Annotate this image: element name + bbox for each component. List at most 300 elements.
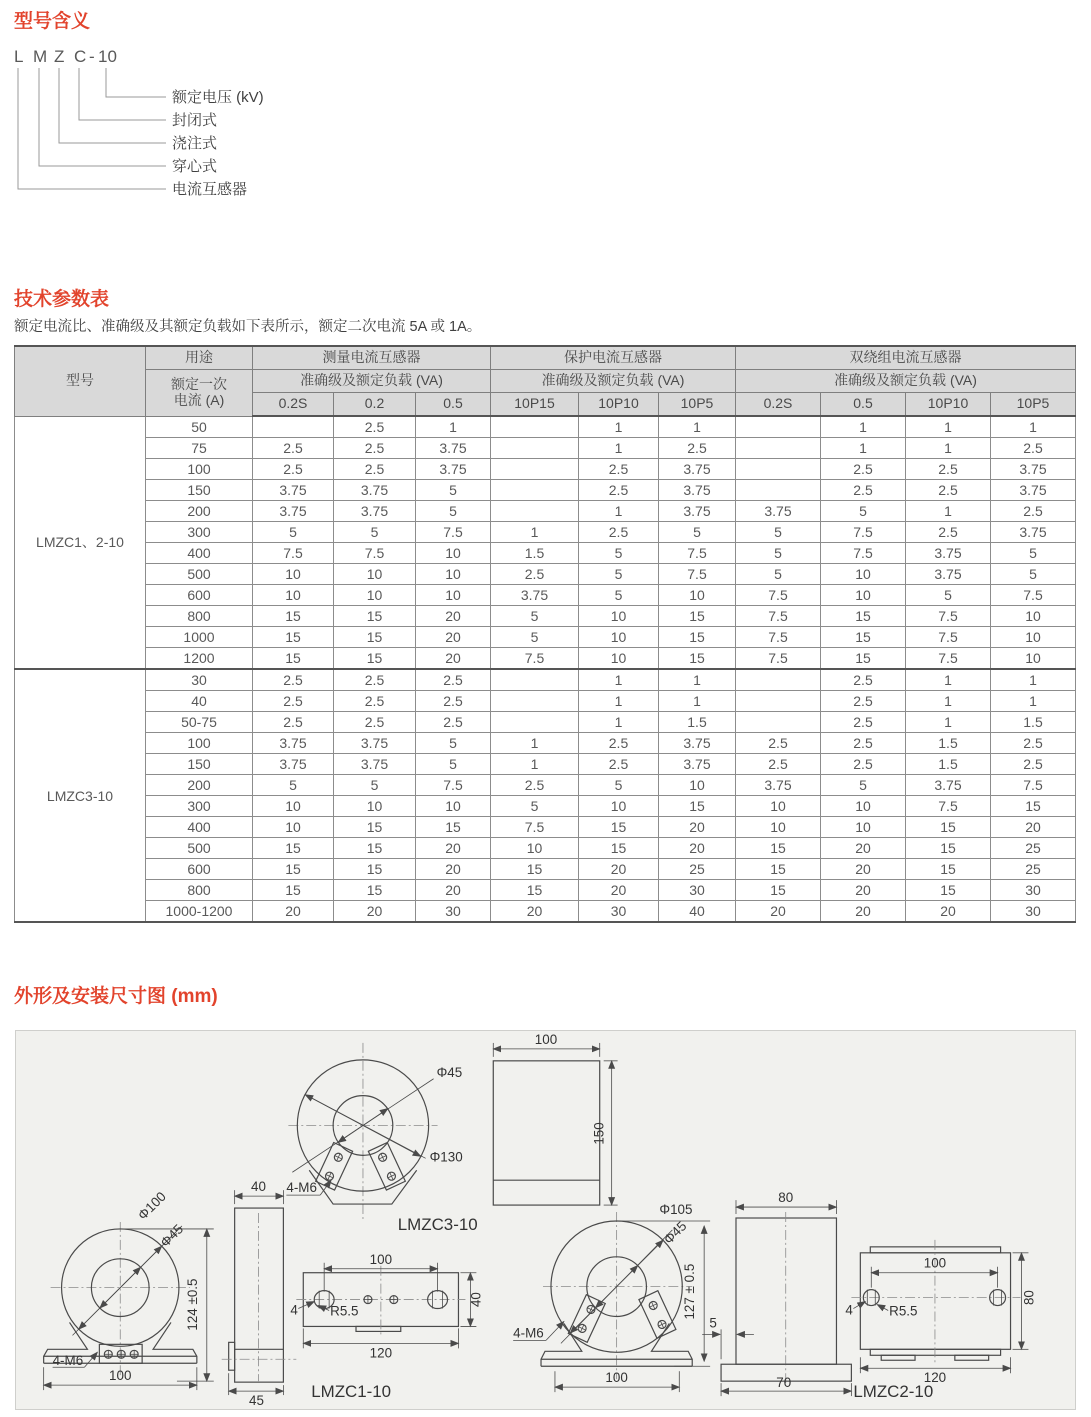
load-value-cell: 5: [736, 564, 821, 585]
load-value-cell: 40: [659, 901, 736, 923]
load-value-cell: 10: [821, 817, 906, 838]
load-value-cell: 15: [659, 648, 736, 670]
load-value-cell: 1.5: [906, 733, 991, 754]
load-value-cell: 2.5: [416, 691, 491, 712]
param-row: [15, 775, 1076, 796]
load-value-cell: 3.75: [736, 775, 821, 796]
load-value-cell: 10: [821, 796, 906, 817]
load-value-cell: 3.75: [334, 501, 416, 522]
load-value-cell: 10: [579, 796, 659, 817]
load-value-cell: 10: [821, 585, 906, 606]
group-header-protection: 保护电流互感器: [491, 346, 736, 370]
param-row: [15, 585, 1076, 606]
load-value-cell: 25: [991, 859, 1076, 880]
load-value-cell: 20: [416, 648, 491, 670]
primary-current-cell: 400: [146, 817, 253, 838]
load-value-cell: 1.5: [491, 543, 579, 564]
model-meaning-label: 封闭式: [172, 112, 218, 129]
lmzc1-plate-width-label: 120: [369, 1345, 393, 1361]
lmzc1-front-view: [44, 1189, 214, 1390]
lmzc1-inner-diameter-label: Φ45: [157, 1221, 187, 1251]
lmzc1-height-label: 124 ±0.5: [184, 1278, 200, 1331]
load-value-cell: 5: [491, 606, 579, 627]
load-value-cell: 15: [253, 838, 334, 859]
mount-hole-icon: [364, 1296, 372, 1304]
load-value-cell: 7.5: [253, 543, 334, 564]
param-row: [15, 627, 1076, 648]
load-value-cell: [736, 416, 821, 438]
params-table-body: [15, 416, 1076, 922]
lmzc1-thickness-label: 4: [290, 1302, 298, 1318]
sub-header-accuracy-dual: 准确级及额定负载 (VA): [736, 370, 1076, 393]
load-value-cell: 1: [906, 691, 991, 712]
lmzc2-lip-label: 5: [709, 1315, 717, 1331]
load-value-cell: 7.5: [659, 564, 736, 585]
col-header-class: 10P10: [906, 393, 991, 417]
lmzc3-side-view: [493, 1032, 617, 1205]
lmzc1-bolts-label: 4-M6: [52, 1353, 84, 1369]
load-value-cell: 15: [821, 606, 906, 627]
load-value-cell: 1: [491, 733, 579, 754]
load-value-cell: [491, 416, 579, 438]
load-value-cell: 2.5: [991, 754, 1076, 775]
model-code-letter: 10: [98, 47, 117, 66]
col-header-class: 10P10: [579, 393, 659, 417]
group-header-measuring: 测量电流互感器: [253, 346, 491, 370]
terminal-screw-icon: [386, 1171, 397, 1182]
param-row: [15, 669, 1076, 691]
load-value-cell: 10: [416, 585, 491, 606]
load-value-cell: 10: [579, 648, 659, 670]
load-value-cell: 5: [253, 522, 334, 543]
load-value-cell: 15: [991, 796, 1076, 817]
load-value-cell: 15: [659, 606, 736, 627]
load-value-cell: 7.5: [736, 585, 821, 606]
section-title-dimensions: 外形及安装尺寸图 (mm): [14, 986, 218, 1007]
lmzc3-name-label: LMZC3-10: [397, 1214, 478, 1234]
primary-current-cell: 300: [146, 522, 253, 543]
col-header-class: 0.2S: [253, 393, 334, 417]
param-row: [15, 480, 1076, 501]
primary-current-line1: 额定一次: [171, 376, 227, 393]
dimension-drawings-panel: [15, 1030, 1076, 1410]
load-value-cell: 2.5: [736, 754, 821, 775]
load-value-cell: 3.75: [991, 459, 1076, 480]
lmzc2-side-view: [702, 1190, 851, 1396]
lmzc1-side-top-label: 40: [251, 1179, 266, 1195]
load-value-cell: 3.75: [991, 480, 1076, 501]
load-value-cell: 1.5: [991, 712, 1076, 733]
load-value-cell: 2.5: [416, 669, 491, 691]
load-value-cell: 3.75: [253, 501, 334, 522]
load-value-cell: 2.5: [334, 416, 416, 438]
load-value-cell: 2.5: [579, 459, 659, 480]
load-value-cell: [491, 480, 579, 501]
load-value-cell: 1: [991, 669, 1076, 691]
model-meaning-label: 电流互感器: [172, 181, 248, 198]
param-row: [15, 501, 1076, 522]
model-name-cell: LMZC3-10: [15, 669, 146, 922]
load-value-cell: 20: [659, 838, 736, 859]
load-value-cell: 7.5: [334, 543, 416, 564]
col-header-class: 10P15: [491, 393, 579, 417]
lmzc2-plate-height-label: 80: [1021, 1290, 1037, 1306]
load-value-cell: [491, 669, 579, 691]
load-value-cell: 10: [416, 564, 491, 585]
load-value-cell: 5: [416, 501, 491, 522]
terminal-screw-icon: [333, 1152, 344, 1163]
lmzc2-height-label: 127 ± 0.5: [682, 1263, 698, 1320]
load-value-cell: 5: [253, 775, 334, 796]
primary-current-cell: 50-75: [146, 712, 253, 733]
param-row: [15, 564, 1076, 585]
load-value-cell: 2.5: [906, 480, 991, 501]
lmzc3-side-height-label: 150: [591, 1122, 607, 1145]
load-value-cell: 5: [334, 775, 416, 796]
load-value-cell: 3.75: [253, 480, 334, 501]
load-value-cell: 1: [991, 416, 1076, 438]
load-value-cell: 15: [334, 817, 416, 838]
model-name-cell: LMZC1、2-10: [15, 416, 146, 669]
load-value-cell: 2.5: [253, 712, 334, 733]
param-row: [15, 733, 1076, 754]
load-value-cell: 15: [334, 880, 416, 901]
lmzc1-side-bottom-label: 45: [249, 1393, 264, 1409]
primary-current-cell: 40: [146, 691, 253, 712]
load-value-cell: 1: [416, 416, 491, 438]
load-value-cell: 10: [579, 627, 659, 648]
load-value-cell: 5: [579, 775, 659, 796]
param-row: [15, 796, 1076, 817]
load-value-cell: 1: [579, 416, 659, 438]
load-value-cell: [736, 712, 821, 733]
load-value-cell: 15: [659, 796, 736, 817]
lmzc2-front-view: [513, 1202, 710, 1392]
load-value-cell: 10: [991, 606, 1076, 627]
load-value-cell: 15: [253, 627, 334, 648]
lmzc2-plate-width-label: 120: [923, 1370, 947, 1386]
load-value-cell: 1: [579, 669, 659, 691]
param-row: [15, 522, 1076, 543]
load-value-cell: 5: [416, 733, 491, 754]
param-row: [15, 459, 1076, 480]
load-value-cell: 2.5: [253, 438, 334, 459]
load-value-cell: 10: [416, 543, 491, 564]
load-value-cell: 15: [334, 606, 416, 627]
load-value-cell: 15: [491, 859, 579, 880]
lmzc2-name-label: LMZC2-10: [853, 1382, 934, 1402]
load-value-cell: 5: [991, 543, 1076, 564]
load-value-cell: 20: [736, 901, 821, 923]
load-value-cell: 3.75: [659, 459, 736, 480]
load-value-cell: 1: [579, 691, 659, 712]
load-value-cell: 2.5: [991, 438, 1076, 459]
load-value-cell: 2.5: [821, 733, 906, 754]
load-value-cell: 1: [906, 501, 991, 522]
load-value-cell: 10: [334, 796, 416, 817]
load-value-cell: 1: [906, 712, 991, 733]
primary-current-cell: 200: [146, 775, 253, 796]
load-value-cell: [491, 459, 579, 480]
load-value-cell: 2.5: [991, 733, 1076, 754]
load-value-cell: 20: [579, 880, 659, 901]
col-header-class: 0.2S: [736, 393, 821, 417]
load-value-cell: 1: [991, 691, 1076, 712]
load-value-cell: 1: [659, 669, 736, 691]
group-header-dual-winding: 双绕组电流互感器: [736, 346, 1076, 370]
section-title-tech-params: 技术参数表: [14, 289, 110, 310]
load-value-cell: 5: [821, 775, 906, 796]
load-value-cell: 1.5: [906, 754, 991, 775]
load-value-cell: 2.5: [491, 564, 579, 585]
load-value-cell: 30: [659, 880, 736, 901]
load-value-cell: [736, 669, 821, 691]
primary-current-cell: 600: [146, 585, 253, 606]
load-value-cell: 2.5: [821, 480, 906, 501]
load-value-cell: [491, 501, 579, 522]
load-value-cell: 1: [821, 438, 906, 459]
lmzc3-side-width-label: 100: [534, 1031, 558, 1047]
load-value-cell: 15: [334, 648, 416, 670]
load-value-cell: 15: [253, 880, 334, 901]
load-value-cell: 3.75: [491, 585, 579, 606]
section-title-model-meaning: 型号含义: [14, 11, 91, 32]
load-value-cell: 1: [906, 669, 991, 691]
load-value-cell: 7.5: [906, 627, 991, 648]
load-value-cell: 2.5: [579, 522, 659, 543]
load-value-cell: 7.5: [736, 648, 821, 670]
load-value-cell: 3.75: [991, 522, 1076, 543]
load-value-cell: 2.5: [334, 712, 416, 733]
load-value-cell: 3.75: [253, 754, 334, 775]
sub-header-accuracy-measuring: 准确级及额定负载 (VA): [253, 370, 491, 393]
lmzc1-slot-radius-label: R5.5: [330, 1303, 359, 1319]
load-value-cell: [736, 438, 821, 459]
load-value-cell: 15: [821, 627, 906, 648]
param-row: [15, 648, 1076, 670]
terminal-screw-icon: [130, 1350, 138, 1358]
load-value-cell: 5: [579, 585, 659, 606]
primary-current-cell: 75: [146, 438, 253, 459]
load-value-cell: 3.75: [659, 754, 736, 775]
load-value-cell: 2.5: [821, 669, 906, 691]
load-value-cell: 3.75: [906, 543, 991, 564]
load-value-cell: 15: [416, 817, 491, 838]
load-value-cell: 15: [906, 817, 991, 838]
model-meaning-label: 浇注式: [172, 135, 218, 152]
load-value-cell: 2.5: [659, 438, 736, 459]
lmzc1-plate-holes-label: 100: [369, 1251, 393, 1267]
connector-line: [106, 68, 166, 97]
load-value-cell: 30: [416, 901, 491, 923]
param-row: [15, 838, 1076, 859]
load-value-cell: 20: [416, 880, 491, 901]
load-value-cell: [253, 416, 334, 438]
load-value-cell: 3.75: [334, 733, 416, 754]
model-code-diagram: [0, 40, 520, 220]
param-row: [15, 859, 1076, 880]
lmzc1-base-width-label: 100: [109, 1368, 132, 1384]
load-value-cell: 7.5: [491, 817, 579, 838]
load-value-cell: 10: [491, 838, 579, 859]
model-meaning-label: 穿心式: [172, 158, 218, 175]
load-value-cell: [491, 438, 579, 459]
tech-params-table: [14, 345, 1076, 923]
load-value-cell: 20: [906, 901, 991, 923]
load-value-cell: [491, 691, 579, 712]
load-value-cell: 1: [659, 691, 736, 712]
load-value-cell: 3.75: [659, 501, 736, 522]
load-value-cell: 30: [579, 901, 659, 923]
terminal-screw-icon: [104, 1350, 112, 1358]
lmzc3-outer-diameter-label: Φ130: [429, 1149, 463, 1165]
load-value-cell: 15: [253, 648, 334, 670]
load-value-cell: 1: [579, 501, 659, 522]
load-value-cell: 2.5: [334, 459, 416, 480]
primary-current-cell: 1000: [146, 627, 253, 648]
model-meaning-label: 额定电压 (kV): [172, 89, 264, 106]
load-value-cell: 10: [991, 627, 1076, 648]
sub-header-accuracy-protection: 准确级及额定负载 (VA): [491, 370, 736, 393]
mount-hole-icon: [390, 1296, 398, 1304]
col-header-use: 用途: [146, 346, 253, 370]
col-header-primary-current: [146, 370, 253, 417]
load-value-cell: 2.5: [579, 733, 659, 754]
load-value-cell: 3.75: [659, 733, 736, 754]
load-value-cell: 1: [491, 522, 579, 543]
load-value-cell: 7.5: [991, 585, 1076, 606]
load-value-cell: 5: [821, 501, 906, 522]
load-value-cell: 5: [736, 543, 821, 564]
load-value-cell: 2.5: [906, 522, 991, 543]
load-value-cell: 20: [416, 627, 491, 648]
lmzc1-plate-height-label: 40: [468, 1292, 484, 1308]
load-value-cell: 30: [991, 901, 1076, 923]
load-value-cell: 2.5: [579, 754, 659, 775]
primary-current-cell: 1200: [146, 648, 253, 670]
load-value-cell: 7.5: [491, 648, 579, 670]
load-value-cell: 5: [906, 585, 991, 606]
connector-line: [39, 68, 166, 166]
param-row: [15, 754, 1076, 775]
load-value-cell: 10: [659, 775, 736, 796]
load-value-cell: [736, 459, 821, 480]
terminal-screw-icon: [648, 1300, 659, 1311]
load-value-cell: 7.5: [659, 543, 736, 564]
lmzc1-name-label: LMZC1-10: [311, 1382, 392, 1402]
load-value-cell: 20: [416, 838, 491, 859]
load-value-cell: 10: [253, 796, 334, 817]
load-value-cell: 10: [991, 648, 1076, 670]
load-value-cell: 20: [416, 859, 491, 880]
lmzc2-side-bottom-label: 70: [776, 1375, 792, 1391]
load-value-cell: 7.5: [416, 522, 491, 543]
load-value-cell: 10: [253, 817, 334, 838]
lmzc2-bolts-label: 4-M6: [513, 1325, 544, 1341]
primary-current-cell: 800: [146, 606, 253, 627]
load-value-cell: 15: [579, 838, 659, 859]
load-value-cell: 15: [906, 859, 991, 880]
load-value-cell: 10: [736, 817, 821, 838]
load-value-cell: 2.5: [416, 712, 491, 733]
load-value-cell: 3.75: [253, 733, 334, 754]
load-value-cell: 3.75: [416, 438, 491, 459]
load-value-cell: 20: [991, 817, 1076, 838]
load-value-cell: 2.5: [821, 712, 906, 733]
load-value-cell: 25: [659, 859, 736, 880]
load-value-cell: 15: [253, 606, 334, 627]
load-value-cell: 3.75: [906, 775, 991, 796]
col-header-class: 10P5: [991, 393, 1076, 417]
load-value-cell: 15: [579, 817, 659, 838]
load-value-cell: 20: [579, 859, 659, 880]
lmzc2-inner-diameter-label: Φ45: [660, 1218, 690, 1248]
load-value-cell: 15: [334, 859, 416, 880]
param-row: [15, 712, 1076, 733]
load-value-cell: 15: [736, 859, 821, 880]
load-value-cell: 2.5: [253, 459, 334, 480]
primary-current-cell: 600: [146, 859, 253, 880]
load-value-cell: 2.5: [334, 669, 416, 691]
tech-params-intro: 额定电流比、准确级及其额定负载如下表所示，额定二次电流 5A 或 1A。: [14, 319, 482, 335]
primary-current-cell: 400: [146, 543, 253, 564]
load-value-cell: 10: [253, 585, 334, 606]
load-value-cell: 20: [334, 901, 416, 923]
load-value-cell: 2.5: [821, 691, 906, 712]
load-value-cell: 5: [579, 564, 659, 585]
load-value-cell: [491, 712, 579, 733]
load-value-cell: [736, 480, 821, 501]
load-value-cell: 15: [491, 880, 579, 901]
primary-current-cell: 300: [146, 796, 253, 817]
load-value-cell: 10: [579, 606, 659, 627]
lmzc3-front-view: [286, 1043, 477, 1234]
load-value-cell: 5: [991, 564, 1076, 585]
load-value-cell: 2.5: [253, 669, 334, 691]
load-value-cell: 3.75: [736, 501, 821, 522]
load-value-cell: 10: [821, 564, 906, 585]
lmzc2-mounting-plate: [845, 1240, 1036, 1401]
load-value-cell: 1: [579, 438, 659, 459]
load-value-cell: 20: [491, 901, 579, 923]
lmzc1-side-view: [222, 1179, 297, 1408]
load-value-cell: 15: [821, 648, 906, 670]
load-value-cell: 7.5: [991, 775, 1076, 796]
load-value-cell: 15: [906, 838, 991, 859]
primary-current-cell: 1000-1200: [146, 901, 253, 923]
load-value-cell: 15: [736, 838, 821, 859]
lmzc2-side-top-label: 80: [778, 1190, 794, 1206]
load-value-cell: 5: [491, 796, 579, 817]
load-value-cell: 1: [579, 712, 659, 733]
primary-current-cell: 100: [146, 733, 253, 754]
connector-line: [79, 68, 166, 120]
load-value-cell: 20: [821, 880, 906, 901]
primary-current-cell: 30: [146, 669, 253, 691]
lmzc3-bolts-label: 4-M6: [286, 1180, 317, 1196]
col-header-class: 0.2: [334, 393, 416, 417]
load-value-cell: 2.5: [906, 459, 991, 480]
load-value-cell: 15: [906, 880, 991, 901]
param-row: [15, 543, 1076, 564]
load-value-cell: 30: [991, 880, 1076, 901]
col-header-model: 型号: [15, 346, 146, 416]
primary-current-cell: 150: [146, 754, 253, 775]
load-value-cell: 20: [821, 901, 906, 923]
lmzc1-outer-diameter-label: Φ100: [134, 1188, 169, 1223]
load-value-cell: 15: [253, 859, 334, 880]
model-code-letter: M: [33, 47, 48, 66]
